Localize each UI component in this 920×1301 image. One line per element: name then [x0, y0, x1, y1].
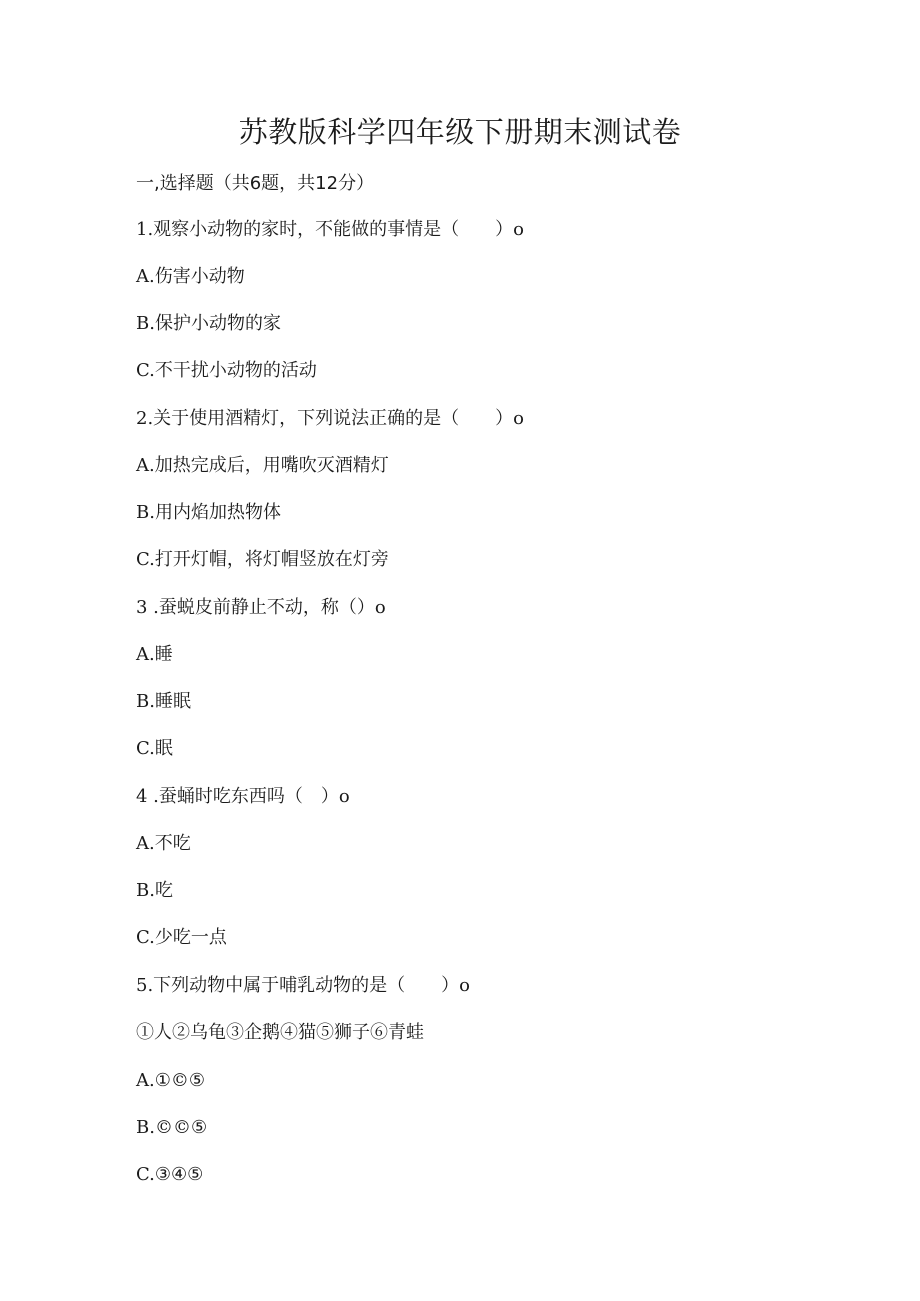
question-4-stem: 4 .蚕蛹时吃东西吗（ ）o: [136, 786, 350, 807]
question-1-option-b: B.保护小动物的家: [136, 313, 281, 334]
question-3-option-b: B.睡眠: [136, 691, 191, 712]
question-3-option-a: A.睡: [136, 644, 173, 665]
question-5-option-b: B.©©⑤: [136, 1117, 208, 1138]
question-2-option-c: C.打开灯帽，将灯帽竖放在灯旁: [136, 549, 389, 570]
question-2-option-a: A.加热完成后，用嘴吹灭酒精灯: [136, 455, 389, 476]
question-2-option-b: B.用内焰加热物体: [136, 502, 281, 523]
question-1-option-a: A.伤害小动物: [136, 266, 245, 287]
question-4-option-c: C.少吃一点: [136, 927, 227, 948]
page-title: 苏教版科学四年级下册期末测试卷: [238, 115, 682, 149]
question-3-option-c: C.眠: [136, 738, 173, 759]
question-3-stem: 3 .蚕蜕皮前静止不动，称（）o: [136, 597, 386, 618]
question-2-stem: 2.关于使用酒精灯，下列说法正确的是（ ）o: [136, 408, 525, 429]
section-heading: 一,选择题（共6题，共12分）: [136, 173, 375, 194]
question-5-stem: 5.下列动物中属于哺乳动物的是（ ）o: [136, 975, 471, 996]
question-1-stem: 1.观察小动物的家时，不能做的事情是（ ）o: [136, 219, 525, 240]
question-5-option-c: C.③④⑤: [136, 1164, 204, 1185]
question-5-items: ①人②乌龟③企鹅④猫⑤狮子⑥青蛙: [136, 1022, 424, 1043]
question-1-option-c: C.不干扰小动物的活动: [136, 360, 317, 381]
question-5-option-a: A.①©⑤: [136, 1070, 205, 1091]
question-4-option-b: B.吃: [136, 880, 173, 901]
question-4-option-a: A.不吃: [136, 833, 191, 854]
